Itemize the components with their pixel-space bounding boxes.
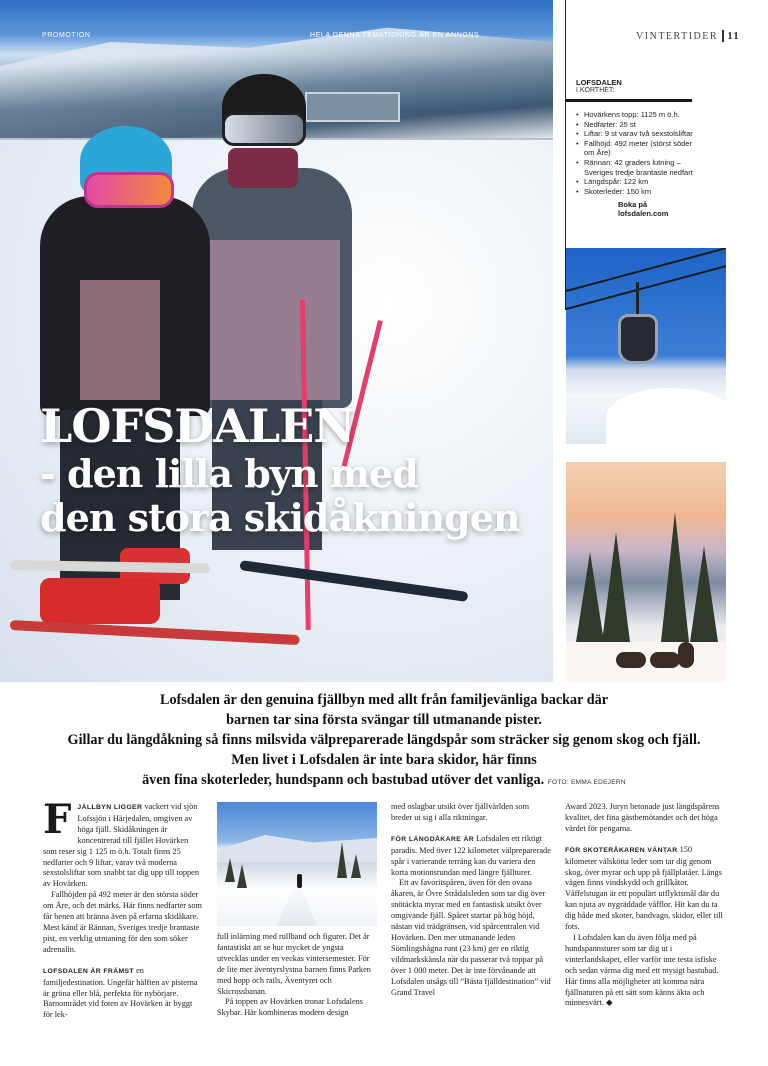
article-paragraph xyxy=(391,834,551,879)
magazine-name: VINTERTIDER xyxy=(636,30,719,42)
magazine-header xyxy=(636,30,740,42)
paragraph-text: en familjedestination. Ungefär hälften av pisterna är gröna eller blå, perfekta för nybörjare. Barnområdet vid foten av Hovärken är byggt för lek- xyxy=(43,965,198,1020)
tree xyxy=(351,854,361,878)
paragraph-text: Lofsdalen ett riktigt paradis. Med över 122 kilometer välpreparerade spår i varierande terräng kan du variera den korta motionsrundan med längre fjällturer. xyxy=(391,833,551,877)
musher xyxy=(678,642,694,668)
fact-box-rule xyxy=(566,99,692,102)
fact-box-subheading: I KORTHET: xyxy=(576,87,615,94)
dog-sled-photo xyxy=(566,462,726,682)
section-lead-in: FÖR SKOTERÅKAREN VÄNTAR xyxy=(565,846,678,854)
article-column-4 xyxy=(565,802,725,1009)
article-paragraph: Ett av favoritspåren, även för den ovana åkaren, är Övre Strådalsleden som tar dig över snötäckta myrar med en fantastisk utsikt över omgivande fjäll. Spåret startar på hög höjd, nästan vid trädgränsen, vid spårcentralen vid Hovärken. Den mer utmanande leden Sömlingshågna runt (23 km) ger en riktig vildmarkskänsla när du passerar två toppar på över 1 000 meter. Det är inte förvånande att Lofsdalen utsågs till ”Bästa fjälldestination” vid Grand Travel xyxy=(391,878,551,997)
fact-item: • Längdspår: 122 km xyxy=(576,177,694,187)
article-paragraph: Award 2023. Juryn betonade just längdspårens kvalitet, det fina gästbemötandet och det höga värdet för pengarna. xyxy=(565,802,720,833)
fact-item: • Skoterleder: 150 km xyxy=(576,187,694,197)
title-line-1: LOFSDALEN xyxy=(40,399,355,453)
skier xyxy=(297,874,302,888)
lead-line: barnen tar sina första svängar till utmanande pister. xyxy=(226,712,542,728)
ski-trail-photo xyxy=(217,802,377,926)
fact-item: • Rännan: 42 graders lutning – Sveriges tredje brantaste nedfart xyxy=(576,158,694,177)
lead-line: Men livet i Lofsdalen är inte bara skidor, här finns xyxy=(231,752,537,768)
ski-boot xyxy=(40,578,160,624)
article-column-3 xyxy=(391,802,551,998)
article-paragraph: På toppen av Hovärken tronar Lofsdalens Skybar. Här kombineras modern design xyxy=(217,997,364,1018)
hero-photo xyxy=(0,0,553,682)
lift-arm xyxy=(636,282,639,316)
title-line-3: den stora skidåkningen xyxy=(40,495,520,540)
advertisement-notice: HELA DENNA TEMATIDNING ÄR EN ANNONS xyxy=(310,32,480,39)
pine-tree xyxy=(602,532,630,642)
divider xyxy=(722,30,724,42)
fact-box xyxy=(566,78,694,218)
article-paragraph: I Lofsdalen kan du även följa med på hundspannsturer som tar dig ut i vinterlandskapet, eller varför inte testa isfiske och sedan värma dig med ett mysigt bastubad. Här finns alla möjligheter att komma nära fjällnaturen på ett sätt som känns äkta och minnesvärt. ◆ xyxy=(565,932,719,1008)
fact-item: • Hovärkens topp: 1125 m ö.h. xyxy=(576,110,694,120)
pine-tree xyxy=(661,512,689,642)
fact-item: • Liftar: 9 st varav två sexstolsliftar xyxy=(576,129,694,139)
lead-paragraph xyxy=(48,690,720,793)
drop-cap: F xyxy=(43,796,72,843)
snow-hill xyxy=(606,388,726,444)
lead-line: Gillar du längdåkning så finns milsvida välpreparerade längdspår som sträcker sig genom skog och fjäll. xyxy=(67,732,701,748)
child-2-jacket-panel xyxy=(200,240,340,400)
article-paragraph: med oslagbar utsikt över fjällvärlden som breder ut sig i alla riktningar. xyxy=(391,802,530,822)
fact-item: • Nedfarter: 25 st xyxy=(576,120,694,130)
photo-credit: FOTO: EMMA EDEJERN xyxy=(547,779,626,786)
section-lead-in: FÖR LÄNGDÅKARE ÄR xyxy=(391,835,475,843)
ski-track xyxy=(277,888,317,926)
title-line-2: - den lilla byn med xyxy=(40,451,418,496)
tree xyxy=(225,858,235,882)
paragraph-lead-in: JÄLLBYN LIGGER xyxy=(77,804,143,811)
section-lead-in: LOFSDALEN ÄR FRÄMST xyxy=(43,967,135,975)
sled-dog xyxy=(650,652,680,668)
paragraph-text: vackert vid sjön Lofssjön i Härjedalen, omgiven av höga fjäll. Skidåkningen är koncentrerad till fjället Hovärken som reser sig 1 125 m ö.h. Totalt finns 25 nedfarter och 9 liftar, varav två moderna sexstolsliftar som snabbt tar dig upp till toppen av Hovärken. xyxy=(43,802,200,889)
promotion-label: PROMOTION xyxy=(42,32,91,39)
snow-ground xyxy=(566,642,726,682)
article-paragraph: full inlärning med rullband och figurer. Det är fantastiskt att se hur mycket de yngsta utvecklas under en veckas vintersemester. För de lite mer äventyrslystna barnen finns Parken med hopp och rails, Äventyret och Skicrossbanan. xyxy=(217,932,371,996)
article-column-2 xyxy=(217,802,377,1019)
lead-line-with-credit xyxy=(48,770,720,793)
article-paragraph xyxy=(43,966,203,1022)
sled-dog xyxy=(616,652,646,668)
article-title xyxy=(40,400,540,540)
lead-line: Lofsdalen är den genuina fjällbyn med allt från familjevänliga backar där xyxy=(160,692,608,708)
child-1-goggles xyxy=(84,172,174,208)
child-2-goggles xyxy=(222,112,306,146)
skybar-building xyxy=(305,92,400,122)
article-paragraph: Fallhöjden på 492 meter är den största söder om Åre, och det märks. Här finns nedfarter som får benen att bränna även på erfarna skidåkare. Mest känd är Rännan, Sveriges tredje brantaste pist, en verklig utmaning för den som söker adrenalin. xyxy=(43,890,202,954)
fact-box-heading: LOFSDALEN xyxy=(576,78,622,87)
article-paragraph xyxy=(43,796,203,890)
lead-line: även fina skoterleder, hundspann och bastubad utöver det vanliga. xyxy=(142,772,545,788)
fact-item: • Fallhöjd: 492 meter (störst söder om Åre) xyxy=(576,139,694,158)
child-2-scarf xyxy=(228,148,298,188)
child-1-jacket-panel xyxy=(80,280,160,400)
page-number: 11 xyxy=(727,30,740,42)
lift-cable xyxy=(566,248,726,291)
fact-list xyxy=(566,110,694,196)
chairlift-car xyxy=(618,314,658,364)
booking-link[interactable]: Boka på lofsdalen.com xyxy=(618,200,669,219)
pine-tree xyxy=(576,552,604,642)
pine-tree xyxy=(690,546,718,642)
chairlift-photo xyxy=(566,248,726,444)
article-column-1 xyxy=(43,796,203,1021)
tree xyxy=(337,842,347,878)
tree xyxy=(237,864,247,888)
paragraph-text: 150 kilometer välskötta leder som tar dig genom skog, över myrar och upp på fjällplatåer. Längs vägen finns vindskydd och grillkåtor. Våffelstugan är ett populärt utflyktsmål där du kan njuta av nygräddade våfflor. Hit kan du ta dig både med skoter, bandvagn, skidor, eller till fots. xyxy=(565,844,723,932)
article-paragraph xyxy=(565,845,725,933)
